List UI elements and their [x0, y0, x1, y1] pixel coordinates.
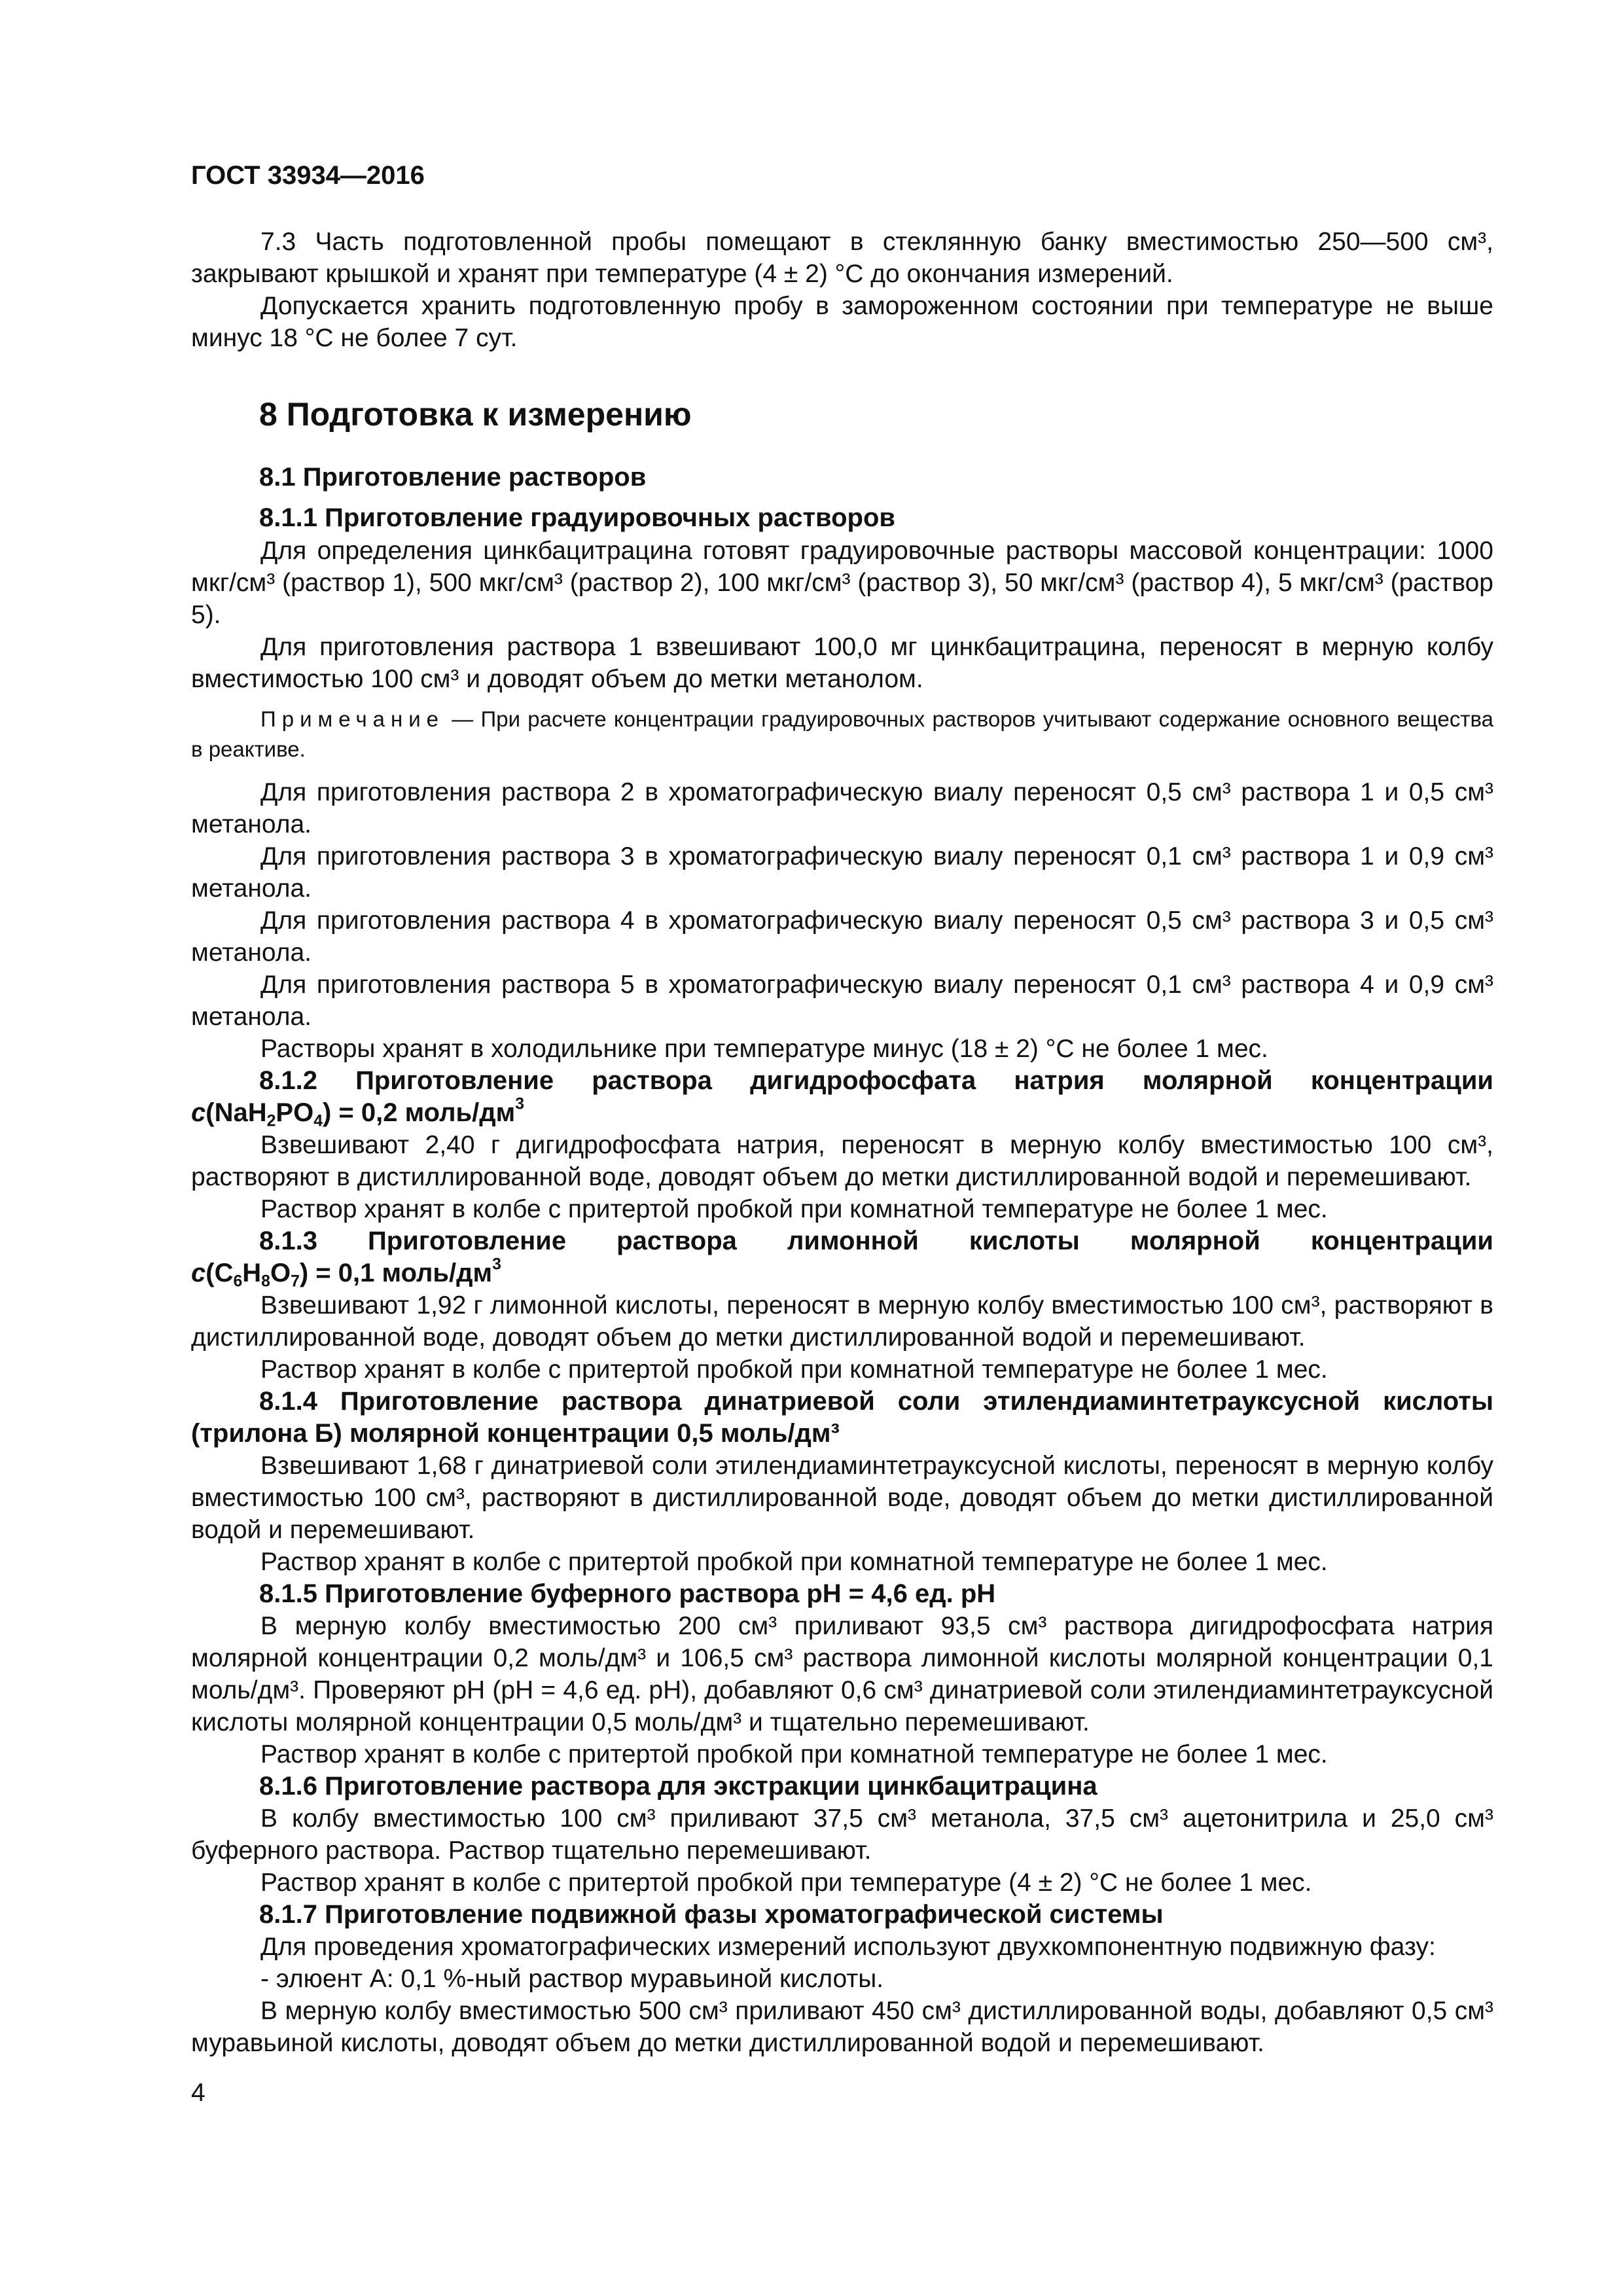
- paragraph-8-1-4-weigh: Взвешивают 1,68 г динатриевой соли этилендиаминтетрауксусной кислоты, переносят в мерную колбу вместимостью 100 см³, растворяют в дистиллированной воде, доводят объем до метки дистиллированной водой и перемешивают.: [191, 1452, 1493, 1544]
- list-item-eluent-a: - элюент А: 0,1 %-ный раствор муравьиной кислоты.: [260, 1965, 884, 1993]
- page-number: 4: [191, 2079, 205, 2107]
- paragraph-solution-4: Для приготовления раствора 4 в хроматографическую виалу переносят 0,5 см³ раствора 3 и 0,5 см³ метанола.: [191, 906, 1493, 967]
- section-8-1-3-title: 8.1.3 Приготовление раствора лимонной кислоты молярной концентрации: [259, 1227, 1493, 1255]
- document-body: [191, 226, 1493, 2059]
- paragraph-8-1-3-storage: Раствор хранят в колбе с притертой пробкой при комнатной температуре не более 1 мес.: [260, 1355, 1328, 1384]
- document-header: ГОСТ 33934—2016: [191, 161, 425, 190]
- section-8-1-3-formula: $c(C_6H_8O_7) = 0,1$ моль/$дм^3$: [191, 1255, 501, 1291]
- note-text: — При расчете концентрации градуировочных растворов учитывают содержание основного вещества в реактиве.: [191, 707, 1493, 761]
- section-8-title: 8 Подготовка к измерению: [259, 396, 692, 433]
- paragraph-8-1-5-storage: Раствор хранят в колбе с притертой пробкой при комнатной температуре не более 1 мес.: [260, 1740, 1328, 1768]
- paragraph-8-1-5-buffer: В мерную колбу вместимостью 200 см³ приливают 93,5 см³ раствора дигидрофосфата натрия молярной концентрации 0,2 моль/дм³ и 106,5 см³ раствора лимонной кислоты молярной концентрации 0,1 моль/дм³. Проверяют pH (pH = 4,6 ед. pH), добавляют 0,6 см³ динатриевой соли этилендиаминтетрауксусной кислоты молярной концентрации 0,5 моль/дм³ и тщательно перемешивают.: [191, 1612, 1493, 1736]
- section-8-1-5-title: 8.1.5 Приготовление буферного раствора pH = 4,6 ед. pH: [259, 1579, 996, 1608]
- section-8-1-4-title: 8.1.4 Приготовление раствора динатриевой соли этилендиаминтетрауксусной кислоты (трилона Б) молярной концентрации 0,5 моль/дм³: [191, 1387, 1493, 1448]
- paragraph-storage-8-1-1: Растворы хранят в холодильнике при температуре минус (18 ± 2) °С не более 1 мес.: [260, 1035, 1268, 1063]
- paragraph-8-1-7-prep: В мерную колбу вместимостью 500 см³ приливают 450 см³ дистиллированной воды, добавляют 0,5 см³ муравьиной кислоты, доводят объем до метки дистиллированной водой и перемешивают.: [191, 1997, 1493, 2057]
- note-label: Примечание: [260, 707, 445, 731]
- paragraph-8-1-2-storage: Раствор хранят в колбе с притертой пробкой при комнатной температуре не более 1 мес.: [260, 1195, 1328, 1223]
- paragraph-solution-5: Для приготовления раствора 5 в хроматографическую виалу переносят 0,1 см³ раствора 4 и 0,9 см³ метанола.: [191, 971, 1493, 1031]
- section-8-1-7-title: 8.1.7 Приготовление подвижной фазы хроматографической системы: [259, 1900, 1164, 1929]
- paragraph-7-3: 7.3 Часть подготовленной пробы помещают в стеклянную банку вместимостью 250—500 см³, закрывают крышкой и хранят при температуре (4 ± 2) °С до окончания измерений.: [191, 228, 1493, 288]
- section-8-1-6-title: 8.1.6 Приготовление раствора для экстракции цинкбацитрацина: [259, 1772, 1097, 1801]
- paragraph-8-1-1-solution-1: Для приготовления раствора 1 взвешивают 100,0 мг цинкбацитрацина, переносят в мерную колбу вместимостью 100 см³ и доводят объем до метки метанолом.: [191, 633, 1493, 693]
- section-8-1-1-title: 8.1.1 Приготовление градуировочных растворов: [259, 503, 896, 532]
- section-8-1-2-formula: $c(NaH_2PO_4) = 0,2$ моль/$дм^3$: [191, 1095, 524, 1130]
- section-8-1-2-title: 8.1.2 Приготовление раствора дигидрофосфата натрия молярной концентрации: [259, 1066, 1493, 1095]
- paragraph-8-1-7-intro: Для проведения хроматографических измерений используют двухкомпонентную подвижную фазу:: [260, 1933, 1436, 1961]
- paragraph-solution-2: Для приготовления раствора 2 в хроматографическую виалу переносят 0,5 см³ раствора 1 и 0,5 см³ метанола.: [191, 778, 1493, 838]
- note: [191, 704, 1493, 764]
- paragraph-solution-3: Для приготовления раствора 3 в хроматографическую виалу переносят 0,1 см³ раствора 1 и 0,9 см³ метанола.: [191, 842, 1493, 903]
- paragraph-8-1-3-weigh: Взвешивают 1,92 г лимонной кислоты, переносят в мерную колбу вместимостью 100 см³, растворяют в дистиллированной воде, доводят объем до метки дистиллированной водой и перемешивают.: [191, 1291, 1493, 1352]
- section-8-1-title: 8.1 Приготовление растворов: [259, 463, 647, 492]
- paragraph-8-1-2-weigh: Взвешивают 2,40 г дигидрофосфата натрия, переносят в мерную колбу вместимостью 100 см³, растворяют в дистиллированной воде, доводят объем до метки дистиллированной водой и перемешивают.: [191, 1131, 1493, 1191]
- paragraph-8-1-4-storage: Раствор хранят в колбе с притертой пробкой при комнатной температуре не более 1 мес.: [260, 1548, 1328, 1576]
- paragraph-8-1-6-mix: В колбу вместимостью 100 см³ приливают 37,5 см³ метанола, 37,5 см³ ацетонитрила и 25,0 см³ буферного раствора. Раствор тщательно перемешивают.: [191, 1804, 1493, 1865]
- paragraph-7-3-storage: Допускается хранить подготовленную пробу в замороженном состоянии при температуре не выше минус 18 °С не более 7 сут.: [191, 292, 1493, 352]
- paragraph-8-1-1-concentrations: Для определения цинкбацитрацина готовят градуировочные растворы массовой концентрации: 1000 мкг/см³ (раствор 1), 500 мкг/см³ (раствор 2), 100 мкг/см³ (раствор 3), 50 мкг/см³ (раствор 4), 5 мкг/см³ (раствор 5).: [191, 537, 1493, 629]
- paragraph-8-1-6-storage: Раствор хранят в колбе с притертой пробкой при температуре (4 ± 2) °С не более 1 мес.: [260, 1869, 1312, 1897]
